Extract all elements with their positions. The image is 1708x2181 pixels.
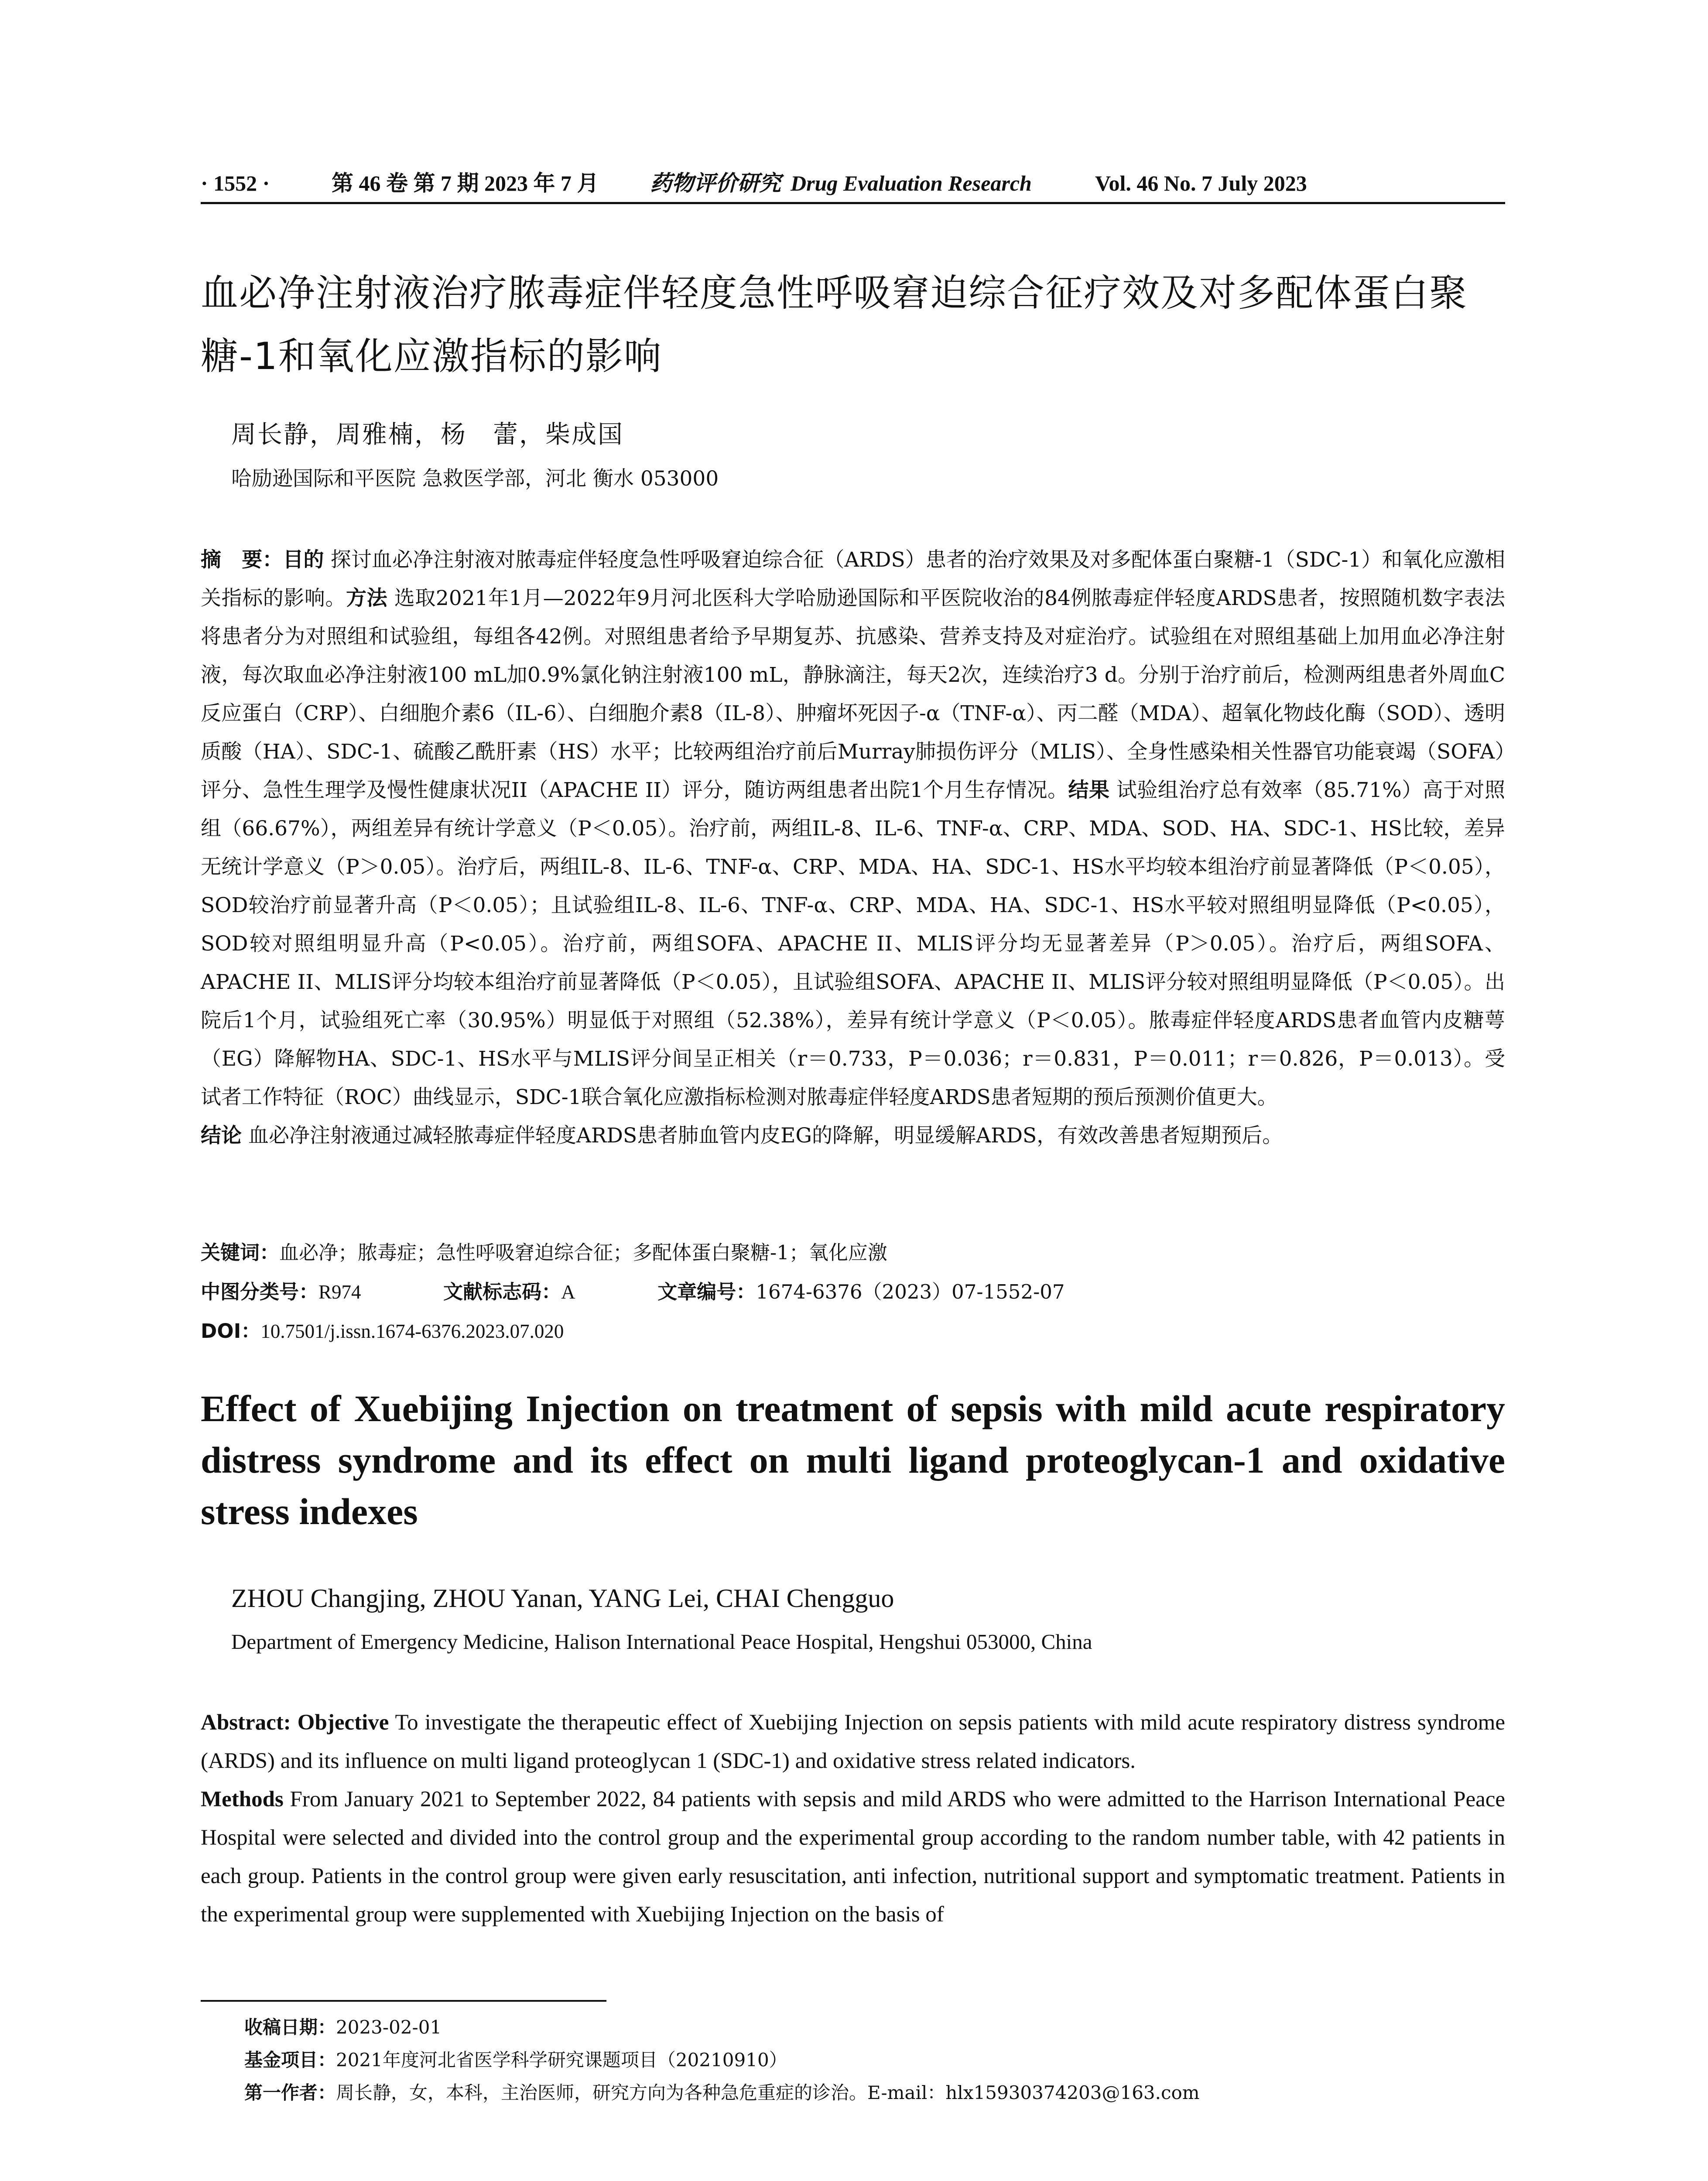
doi-line [201, 1315, 564, 1343]
article-title-en: Effect of Xuebijing Injection on treatment of sepsis with mild acute respiratory distress syndrome and its effect on multi ligand proteoglycan-1 and oxidative stress indexes [201, 1388, 1505, 1532]
running-header [201, 166, 1505, 201]
conclusion-label-cn: 结论 [201, 1124, 242, 1148]
results-text-cn: 试验组治疗总有效率（85.71%）高于对照组（66.67%），两组差异有统计学意义（P＜0.05）。治疗前，两组IL-8、IL-6、TNF-α、CRP、MDA、SOD、HA、SDC-1、HS比较，差异无统计学意义（P＞0.05）。治疗后，两组IL-8、IL-6、TNF-α、CRP、MDA、HA、SDC-1、HS水平均较本组治疗前显著降低（P＜0.05），SOD较治疗前显著升高（P＜0.05）；且试验组IL-8、IL-6、TNF-α、CRP、MDA、HA、SDC-1、HS水平较对照组明显降低（P<0.05），SOD较对照组明显升高（P<0.05）。治疗前，两组SOFA、APACHE II、MLIS评分均无显著差异（P＞0.05）。治疗后，两组SOFA、APACHE II、MLIS评分均较本组治疗前显著降低（P＜0.05），且试验组SOFA、APACHE II、MLIS评分较对照组明显降低（P＜0.05）。出院后1个月，试验组死亡率（30.95%）明显低于对照组（52.38%），差异有统计学意义（P＜0.05）。脓毒症伴轻度ARDS患者血管内皮糖萼（EG）降解物HA、SDC-1、HS水平与MLIS评分间呈正相关（r＝0.733，P＝0.036；r＝0.831，P＝0.011；r＝0.826，P＝0.013）。受试者工作特征（ROC）曲线显示，SDC-1联合氧化应激指标检测对脓毒症伴轻度ARDS患者短期的预后预测价值更大。 [201, 778, 1505, 1109]
authors-en: ZHOU Changjing, ZHOU Yanan, YANG Lei, CHAI Chengguo [231, 1584, 894, 1613]
received-value: 2023-02-01 [336, 2017, 442, 2038]
keywords-label: 关键词： [201, 1241, 280, 1264]
footnote-fund [244, 2046, 787, 2072]
journal-name-cn: 药物评价研究 [650, 170, 781, 196]
authors-cn: 周长静，周雅楠，杨 蕾，柴成国 [231, 420, 624, 449]
article-number-label: 文章编号： [657, 1280, 756, 1303]
results-label-cn: 结果 [1068, 778, 1110, 802]
affiliation-cn: 哈励逊国际和平医院 急救医学部，河北 衡水 053000 [231, 467, 719, 491]
footnote-received [244, 2013, 442, 2039]
footnote-rule [201, 2000, 606, 2002]
abstract-en [201, 1703, 1505, 1934]
methods-text-en: From January 2021 to September 2022, 84 patients with sepsis and mild ARDS who were admitted to the Harrison International Peace Hospital were selected and divided into the control group and the experimental group according to the random number table, with 42 patients in each group. Patients in the control group were given early resuscitation, anti infection, nutritional support and symptomatic treatment. Patients in the experimental group were supplemented with Xuebijing Injection on the basis of [201, 1787, 1505, 1927]
received-label: 收稿日期： [244, 2017, 336, 2038]
objective-label-cn: 目的 [283, 548, 324, 572]
article-title-cn: 血必净注射液治疗脓毒症伴轻度急性呼吸窘迫综合征疗效及对多配体蛋白聚糖-1和氧化应激指标的影响 [201, 271, 1468, 378]
first-author-value: 周长静，女，本科，主治医师，研究方向为各种急危重症的诊治。E-mail：hlx15930374203@163.com [336, 2082, 1200, 2103]
objective-text-cn: 探讨血必净注射液对脓毒症伴轻度急性呼吸窘迫综合征（ARDS）患者的治疗效果及对多配体蛋白聚糖-1（SDC-1）和氧化应激相关指标的影响。 [201, 548, 1505, 610]
objective-label-en: Objective [297, 1710, 389, 1735]
clc-value: R974 [318, 1281, 361, 1303]
first-author-label: 第一作者： [244, 2082, 336, 2103]
keywords-value: 血必净；脓毒症；急性呼吸窘迫综合征；多配体蛋白聚糖-1；氧化应激 [279, 1241, 887, 1264]
classification-line [201, 1276, 1065, 1304]
abstract-label-cn: 摘 要： [201, 548, 283, 572]
issue-en: Vol. 46 No. 7 July 2023 [1095, 171, 1307, 195]
issue-cn: 第 46 卷 第 7 期 2023 年 7 月 [332, 171, 599, 195]
header-rule [201, 202, 1505, 204]
doi-label: DOI： [201, 1320, 261, 1343]
objective-text-en: To investigate the therapeutic effect of Xuebijing Injection on sepsis patients with mild acute respiratory distress syndrome (ARDS) and its influence on multi ligand proteoglycan 1 (SDC-1) and oxidative stress related indicators. [201, 1710, 1505, 1773]
doi-value[interactable]: 10.7501/j.issn.1674-6376.2023.07.020 [260, 1320, 564, 1342]
methods-label-cn: 方法 [346, 586, 388, 610]
doc-code-label: 文献标志码： [443, 1280, 561, 1303]
abstract-cn [201, 541, 1505, 1155]
journal-name-en: Drug Evaluation Research [791, 171, 1032, 195]
page-number: · 1552 · [201, 171, 270, 195]
fund-label: 基金项目： [244, 2049, 336, 2071]
clc-label: 中图分类号： [201, 1280, 319, 1303]
article-number-value: 1674-6376（2023）07-1552-07 [756, 1280, 1065, 1303]
abstract-label-en: Abstract: [201, 1710, 291, 1735]
keywords-line [201, 1237, 887, 1265]
footnote-first-author [244, 2078, 1200, 2105]
fund-value: 2021年度河北省医学科学研究课题项目（20210910） [336, 2049, 787, 2071]
methods-text-cn: 选取2021年1月—2022年9月河北医科大学哈励逊国际和平医院收治的84例脓毒症伴轻度ARDS患者，按照随机数字表法将患者分为对照组和试验组，每组各42例。对照组患者给予早期复苏、抗感染、营养支持及对症治疗。试验组在对照组基础上加用血必净注射液，每次取血必净注射液100 mL加0.9%氯化钠注射液100 mL，静脉滴注，每天2次，连续治疗3 d。分别于治疗前后，检测两组患者外周血C反应蛋白（CRP）、白细胞介素6（IL-6）、白细胞介素8（IL-8）、肿瘤坏死因子-α（TNF-α）、丙二醛（MDA）、超氧化物歧化酶（SOD）、透明质酸（HA）、SDC-1、硫酸乙酰肝素（HS）水平；比较两组治疗前后Murray肺损伤评分（MLIS）、全身性感染相关性器官功能衰竭（SOFA）评分、急性生理学及慢性健康状况II（APACHE II）评分，随访两组患者出院1个月生存情况。 [201, 586, 1506, 802]
affiliation-en: Department of Emergency Medicine, Halison International Peace Hospital, Hengshui 053000, China [231, 1630, 1092, 1654]
doc-code-value: A [561, 1281, 575, 1303]
methods-label-en: Methods [201, 1787, 284, 1812]
conclusion-text-cn: 血必净注射液通过减轻脓毒症伴轻度ARDS患者肺血管内皮EG的降解，明显缓解ARDS，有效改善患者短期预后。 [248, 1124, 1283, 1148]
